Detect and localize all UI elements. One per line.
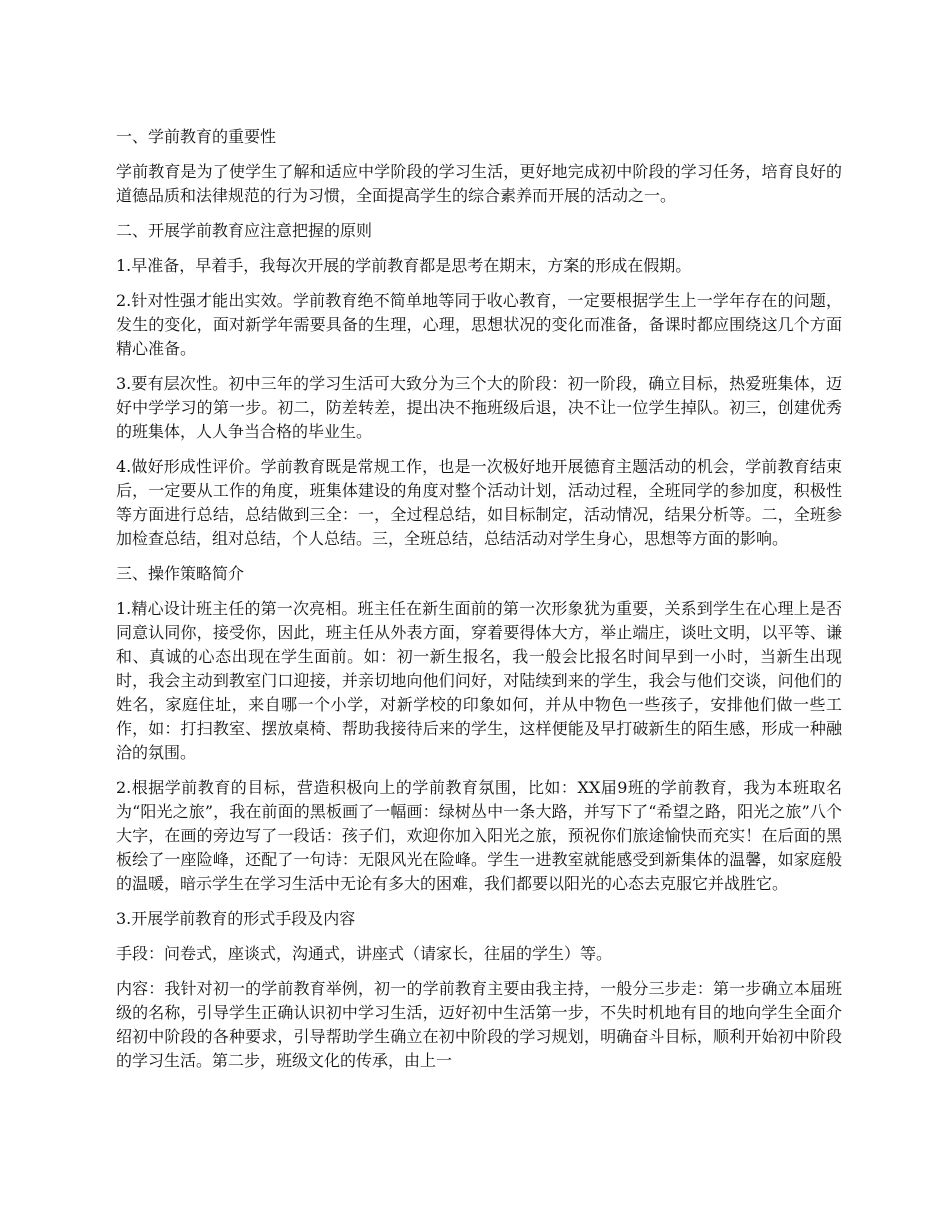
body-paragraph: 学前教育是为了使学生了解和适应中学阶段的学习生活，更好地完成初中阶段的学习任务，培育良好的道德品质和法律规范的行为习惯，全面提高学生的综合素养而开展的活动之一。 <box>116 162 842 205</box>
section-heading-2: 二、开展学前教育应注意把握的原则 <box>116 221 373 240</box>
body-paragraph: 3.要有层次性。初中三年的学习生活可大致分为三个大的阶段：初一阶段，确立目标，热爱班集体，迈好中学学习的第一步。初二，防差转差，提出决不拖班级后退，决不让一位学生掉队。初三，创建优秀的班集体，人人争当合格的毕业生。 <box>116 374 842 441</box>
body-paragraph: 2.根据学前教育的目标，营造积极向上的学前教育氛围，比如：XX届9班的学前教育，我为本班取名为“阳光之旅”，我在前面的黑板画了一幅画：绿树丛中一条大路，并写下了“希望之路，阳光之旅”八个大字，在画的旁边写了一段话：孩子们，欢迎你加入阳光之旅，预祝你们旅途愉快而充实！在后面的黑板绘了一座险峰，还配了一句诗：无限风光在险峰。学生一进教室就能感受到新集体的温馨，如家庭般的温暖，暗示学生在学习生活中无论有多大的困难，我们都要以阳光的心态去克服它并战胜它。 <box>116 778 842 893</box>
body-paragraph: 1.早准备，早着手，我每次开展的学前教育都是思考在期末，方案的形成在假期。 <box>116 256 692 275</box>
section-heading-1: 一、学前教育的重要性 <box>116 127 277 146</box>
body-paragraph: 手段：问卷式，座谈式，沟通式，讲座式（请家长，往届的学生）等。 <box>116 944 613 963</box>
body-paragraph: 4.做好形成性评价。学前教育既是常规工作，也是一次极好地开展德育主题活动的机会，学前教育结束后，一定要从工作的角度，班集体建设的角度对整个活动计划，活动过程，全班同学的参加度，积极性等方面进行总结，总结做到三全：一，全过程总结，如目标制定，活动情况，结果分析等。二，全班参加检查总结，组对总结，个人总结。三，全班总结，总结活动对学生身心，思想等方面的影响。 <box>116 457 842 548</box>
body-paragraph: 1.精心设计班主任的第一次亮相。班主任在新生面前的第一次形象犹为重要，关系到学生在心理上是否同意认同你，接受你，因此，班主任从外表方面，穿着要得体大方，举止端庄，谈吐文明，以平等、谦和、真诚的心态出现在学生面前。如：初一新生报名，我一般会比报名时间早到一小时，当新生出现时，我会主动到教室门口迎接，并亲切地向他们问好，对陆续到来的学生，我会与他们交谈，问他们的姓名，家庭住址，来自哪一个小学，对新学校的印象如何，并从中物色一些孩子，安排他们做一些工作，如：打扫教室、摆放桌椅、帮助我接待后来的学生，这样便能及早打破新生的陌生感，形成一种融洽的氛围。 <box>116 599 842 762</box>
section-heading-3: 三、操作策略简介 <box>116 564 245 583</box>
body-paragraph: 2.针对性强才能出实效。学前教育绝不简单地等同于收心教育，一定要根据学生上一学年存在的问题，发生的变化，面对新学年需要具备的生理，心理，思想状况的变化而准备，备课时都应围绕这几个方面精心准备。 <box>116 291 842 358</box>
subsection-heading: 3.开展学前教育的形式手段及内容 <box>116 909 356 928</box>
body-paragraph: 内容：我针对初一的学前教育举例，初一的学前教育主要由我主持，一般分三步走：第一步确立本届班级的名称，引导学生正确认识初中学习生活，迈好初中生活第一步，不失时机地有目的地向学生全面介绍初中阶段的各种要求，引导帮助学生确立在初中阶段的学习规划，明确奋斗目标，顺利开始初中阶段的学习生活。第二步，班级文化的传承，由上一 <box>116 979 842 1070</box>
